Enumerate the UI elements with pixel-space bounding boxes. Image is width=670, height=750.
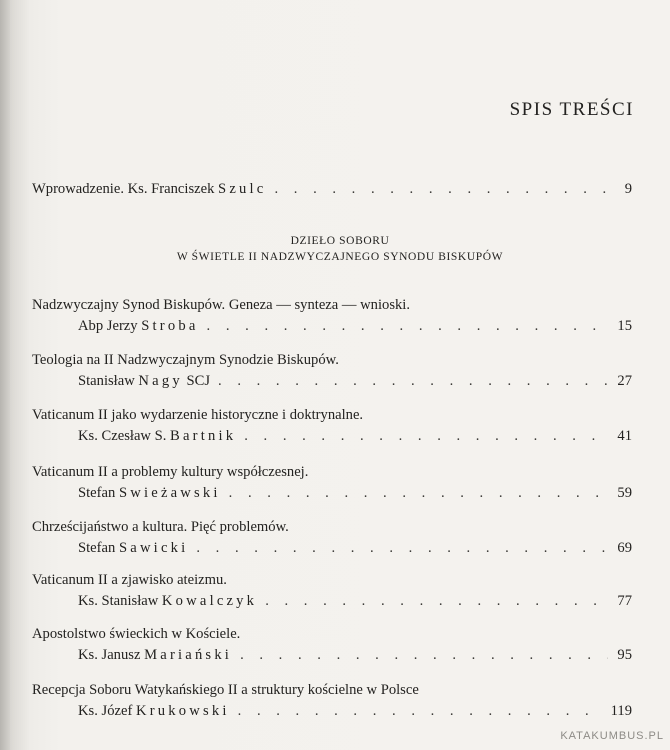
author-prefix: Abp Jerzy [78,318,138,334]
toc-entry [32,680,632,722]
entry-author-line [78,371,632,392]
section-heading-line2: W ŚWIETLE II NADZWYCZAJNEGO SYNODU BISKUPÓW [176,251,504,263]
entry-author [78,645,232,666]
entry-author [78,591,257,612]
intro-line [32,179,632,200]
author-prefix: Stefan [78,485,116,501]
page-title: SPIS TREŚCI [509,98,634,120]
entry-author [78,483,221,504]
dot-leader [229,483,608,504]
entry-page-number: 41 [617,428,632,444]
entry-author [78,371,210,392]
author-surname: Mariański [144,647,233,663]
entry-page-number: 69 [617,540,632,556]
entry-author-line [78,701,632,722]
toc-entry [32,570,632,612]
dot-leader [244,426,608,447]
intro-author-prefix: Ks. Franciszek [127,181,215,197]
entry-title: Nadzwyczajny Synod Biskupów. Geneza — synteza — wnioski. [32,297,411,313]
dot-leader [196,538,608,559]
toc-entry [32,517,632,559]
dot-leader [218,371,608,392]
author-prefix: Stefan [78,540,116,556]
entry-author-line [78,426,632,447]
entry-title: Apostolstwo świeckich w Kościele. [32,626,241,642]
entry-author-line [78,483,632,504]
author-prefix: Ks. Czesław S. [78,428,167,444]
toc-entry [32,624,632,666]
dot-leader [265,591,608,612]
dot-leader [240,645,608,666]
intro-entry [32,179,632,200]
entry-author [78,426,236,447]
dot-leader [238,701,605,722]
section-heading-line1: DZIEŁO SOBORU [290,235,390,247]
intro-page-number: 9 [624,181,632,197]
dot-leader [274,179,608,200]
intro-title: Wprowadzenie. [32,181,124,197]
author-surname: Krukowski [135,703,230,719]
toc-entry [32,350,632,392]
entry-page-number: 27 [617,373,632,389]
entry-page-number: 15 [617,318,632,334]
toc-entry [32,295,632,337]
author-surname: Nagy [138,373,183,389]
entry-title: Chrześcijaństwo a kultura. Pięć problemów. [32,519,289,535]
entry-title: Vaticanum II jako wydarzenie historyczne i doktrynalne. [32,407,364,423]
entry-page-number: 95 [617,647,632,663]
toc-entry [32,405,632,447]
entry-title: Vaticanum II a problemy kultury współczesnej. [32,464,309,480]
author-surname: Bartnik [170,428,237,444]
toc-entry [32,462,632,504]
entry-title: Vaticanum II a zjawisko ateizmu. [32,572,227,588]
entry-title: Teologia na II Nadzwyczajnym Synodzie Biskupów. [32,352,339,368]
author-prefix: Ks. Stanisław [78,593,159,609]
dot-leader [207,316,608,337]
entry-title: Recepcja Soboru Watykańskiego II a struktury kościelne w Polsce [32,682,419,698]
entry-author-line [78,645,632,666]
page-gutter-shadow [0,0,10,750]
author-surname: Stroba [141,318,199,334]
entry-page-number: 59 [617,485,632,501]
intro-author-surname: Szulc [218,181,267,197]
entry-author-line [78,538,632,559]
entry-page-number: 119 [610,703,632,719]
author-prefix: Stanisław [78,373,135,389]
author-surname: Swieżawski [118,485,221,501]
author-surname: Kowalczyk [161,593,258,609]
intro-text [32,179,266,200]
entry-author-line [78,316,632,337]
entry-author [78,538,188,559]
author-suffix: SCJ [186,373,211,389]
entry-author [78,316,199,337]
section-heading [110,233,570,265]
watermark: KATAKUMBUS.PL [560,730,664,742]
author-prefix: Ks. Janusz [78,647,141,663]
author-prefix: Ks. Józef [78,703,133,719]
entry-author-line [78,591,632,612]
author-surname: Sawicki [118,540,189,556]
entry-author [78,701,230,722]
entry-page-number: 77 [617,593,632,609]
